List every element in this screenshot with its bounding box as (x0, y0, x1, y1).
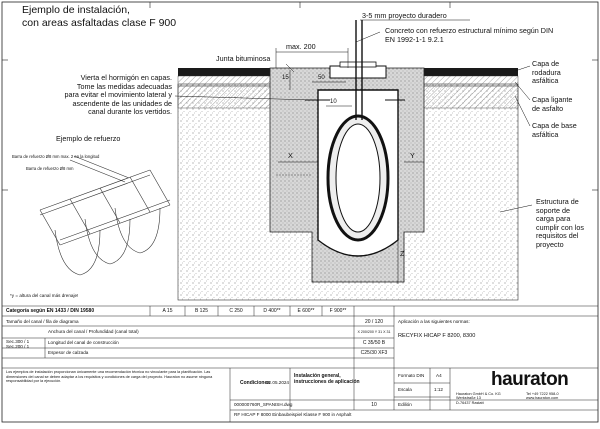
title-line-2: con areas asfaltadas clase F 900 (22, 17, 177, 29)
reinforcement-sketch (40, 156, 170, 275)
footer-title: RF HICAP F 8000 Einbaubeispiel Klasse F 900 in Asphalt (234, 412, 352, 417)
refuerzo-heading: Ejemplo de refuerzo (56, 134, 121, 143)
category-header: Categoría según EN 1433 / DIN 19580 (6, 308, 95, 314)
concreto-label-1: Concreto con refuerzo estructural mínimo según DIN (385, 26, 554, 35)
barra-2-label: Barra de refuerzo Ø8 mm (26, 166, 74, 171)
row2-text: Anchura del canal / Profundidad (canal total) (48, 329, 139, 334)
estructura-label (536, 198, 584, 250)
rodadura-2: rodadura (532, 67, 561, 77)
aplicacion-line-2: RECYFIX HICAP F 8200, 8300 (398, 333, 476, 339)
row4-value: C25/30 XF3 (360, 350, 388, 356)
title-line-1: Ejemplo de instalación, (22, 4, 130, 16)
class-c250: C 250 (229, 308, 243, 314)
dim-y: Y (410, 151, 415, 160)
concreto-label-2: EN 1992-1-1 9.2.1 (385, 35, 444, 44)
class-e600: E 600** (297, 308, 315, 314)
company-tel: Tel +49 7222 958-0 (526, 392, 559, 396)
class-f900: F 900** (329, 308, 347, 314)
vierta-line-3: para evitar el movimiento lateral y (64, 90, 172, 100)
row2-label-a: Sec.300 / 1 (6, 339, 30, 344)
drawing-title (22, 4, 176, 30)
dim-50: 50 (318, 75, 325, 81)
dim-z: Z (400, 249, 405, 258)
dim-10: 10 (330, 99, 337, 105)
estructura-2: soporte de (536, 205, 570, 215)
class-a15: A 15 (162, 308, 173, 314)
vierta-line-2: Tome las medidas adecuadas (76, 81, 172, 91)
instrucciones-2: instrucciones de aplicación (294, 379, 360, 385)
estructura-3: carga para (536, 214, 571, 224)
class-b125: B 125 (194, 308, 209, 314)
dim-x: X (288, 151, 293, 160)
rodadura-1: Capa de (532, 59, 560, 68)
row1-label: Tamaño del canal / fila de diagrama (6, 319, 79, 324)
formato-label: Formato DIN (398, 373, 425, 378)
class-d400: D 400** (263, 308, 281, 314)
row2-value: X 200/200 Y 31 X 31 (357, 330, 391, 334)
company-street: Werkstraße 13 (456, 396, 481, 401)
estructura-6: proyecto (536, 239, 564, 249)
footnote: *y = altura del canal más drenaje! (10, 293, 79, 298)
instrucciones-1: Instalación general, (294, 373, 341, 379)
vierta-note (44, 74, 172, 117)
company-contact (526, 392, 559, 401)
archivo-value: 000000760R_SPANISH.dwg (234, 402, 293, 407)
vierta-line-4: ascendente de las unidades de (72, 98, 172, 108)
aplicacion-line-1: Aplicación a las siguientes normas: (398, 319, 470, 324)
base-label (532, 122, 577, 139)
company-city: D-76437 Rastatt (456, 400, 484, 405)
escala-value: 1:12 (434, 387, 443, 392)
ligante-label (532, 96, 572, 113)
estructura-1: Estructura de (536, 197, 579, 206)
estructura-5: requisitos del (536, 231, 579, 241)
row2-label-b: Sec.200 / 1 (6, 344, 30, 349)
disclaimer: Los ejemplos de instalación proporcionan únicamente una recomendación técnica no vinculante para la planificación. Las dimensiones del canal se deben adaptar a los requisitos y condiciones de carga del proyecto. Hauraton no asume ninguna responsabilidad por la ejecución. (6, 370, 213, 384)
estructura-4: cumplir con los (536, 222, 584, 232)
max-dimension: max. 200 (286, 42, 316, 51)
barra-1-label: Barra de refuerzo Ø8 mm max. 2 en la longitud (12, 154, 100, 159)
formato-value: A4 (436, 373, 442, 378)
row3-value: C 35/50 B (362, 340, 386, 346)
company-address (456, 392, 501, 405)
rodadura-3: asfáltica (532, 76, 559, 86)
base-1: Capa de base (532, 121, 577, 130)
company-name: Hauraton GmbH & Co. KG (456, 392, 501, 396)
row4-text: Espesor de calzada (48, 350, 89, 355)
title-block-grid (2, 306, 598, 422)
vierta-line-1: Vierta el hormigón en capas. (80, 73, 172, 82)
rodadura-label (532, 60, 561, 86)
company-web: www.hauraton.com (526, 396, 559, 401)
hauraton-logo: hauraton (491, 369, 569, 390)
row1-value: 20 / 120 (364, 319, 384, 325)
row3-text: Longitud del canal de construcción (48, 340, 119, 345)
vierta-line-5: canal durante los vertidos. (88, 107, 172, 117)
dim-15: 15 (282, 75, 289, 81)
condiciones-label: Condiciones (240, 380, 271, 386)
edicion-label: Edilión (398, 402, 412, 407)
hoja-value: 10 (371, 402, 377, 408)
proyecto-label: 3-5 mm proyecto duradero (362, 11, 447, 20)
ligante-2: de asfalto (532, 103, 564, 113)
base-2: asfáltica (532, 129, 559, 139)
escala-label: Escala (398, 387, 412, 392)
ligante-1: Capa ligante (532, 95, 573, 104)
junta-label: Junta bituminosa (216, 54, 271, 63)
fecha-value: 12.05.2024 (266, 380, 289, 385)
